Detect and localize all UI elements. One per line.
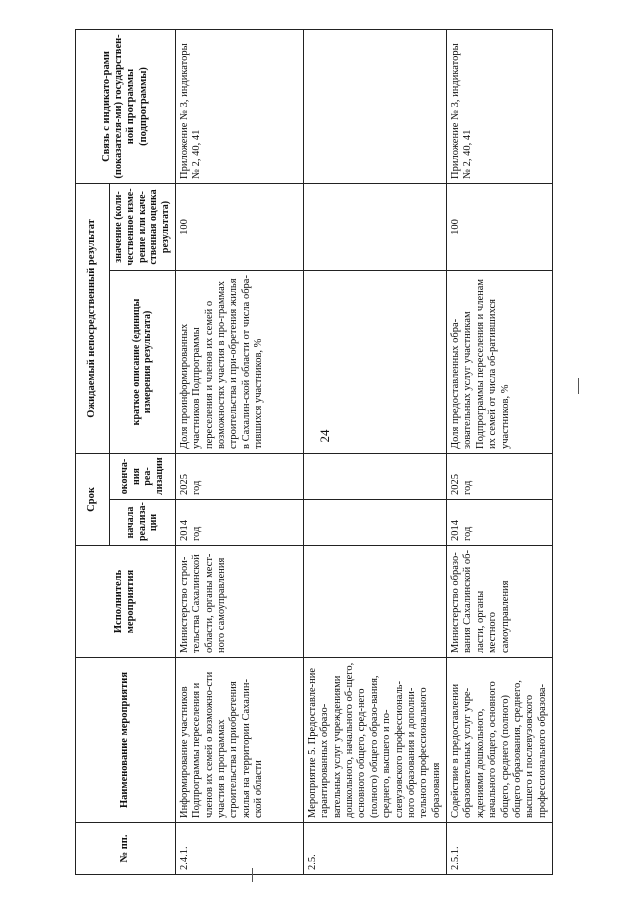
activities-table [75,29,553,875]
row-name: Мероприятие 5. Предоставле-ние гарантированных образо-вательных услуг учреждениями дошкольного, начального об-щего, основного общего, сред-него (полного) общего образо-вания, среднего, высшего и по-слевузовского профессиональ-ного образования и дополни-тельного профессионального образования [303,658,446,823]
row-num: 2.5. [303,823,446,875]
header-num: № пп. [76,823,176,875]
row-value: 100 [175,183,303,270]
row-desc [303,270,446,453]
row-start: 2014 год [175,500,303,546]
header-executor: Исполнитель мероприятия [76,546,176,658]
table-row [303,29,446,874]
row-value [303,183,446,270]
header-row-1 [76,29,110,874]
table-row [447,29,553,874]
scan-mark [252,868,253,882]
row-name: Информирование участников Подпрограммы переселения и членов их семей о возможно-сти участия в программах строительства и приобретения жилья на территории Сахалин-ской области [175,658,303,823]
table-row [175,29,303,874]
row-desc: Доля проинформированных участников Подпрограммы переселения и членов их семей о возможностях участия в про-граммах строительства и при-обретения жилья в Сахалин-ской области от числа обра-тившихся участников, % [175,270,303,453]
row-start: 2014 год [447,500,553,546]
row-num: 2.5.1. [447,823,553,875]
row-value: 100 [447,183,553,270]
row-end [303,453,446,499]
page-number: 24 [317,429,332,443]
row-executor [303,546,446,658]
header-name: Наименование мероприятия [76,658,176,823]
row-name: Содействие в предоставлении образовательных услуг учре-ждениями дошкольного, начального общего, основного общего, среднего (полного) общего образования, среднего, высшего и послевузовского профессионального образова- [447,658,553,823]
row-link [303,29,446,183]
header-result-value: значение (коли-чественное изме-рение или каче-ственная оценка результата) [110,183,176,270]
header-term-end: оконча-ния реа-лизации [110,453,176,499]
row-num: 2.4.1. [175,823,303,875]
row-end: 2025 год [175,453,303,499]
row-link: Приложение № 3, индикаторы № 2, 40, 41 [447,29,553,183]
row-desc: Доля предоставленных обра-зовательных услуг участникам Подпрограммы переселения и членам их семей от числа об-ратившихся участников, % [447,270,553,453]
header-term: Срок [76,453,110,545]
scan-mark [578,378,579,394]
row-executor: Министерство образо-вания Сахалинской об-ласти, органы местного самоуправления [447,546,553,658]
header-result-desc: краткое описание (единицы измерения результата) [110,270,176,453]
row-end: 2025 год [447,453,553,499]
row-start [303,500,446,546]
header-result: Ожидаемый непосредственный результат [76,183,110,453]
header-link: Связь с индикато-рами (показателя-ми) государствен-ной программы (подпрограммы) [76,29,176,183]
row-link: Приложение № 3, индикаторы № 2, 40, 41 [175,29,303,183]
header-term-start: начала реализа-ции [110,500,176,546]
rotated-page [75,30,548,875]
row-executor: Министерство строи-тельства Сахалинской области, органы мест-ного самоуправления [175,546,303,658]
